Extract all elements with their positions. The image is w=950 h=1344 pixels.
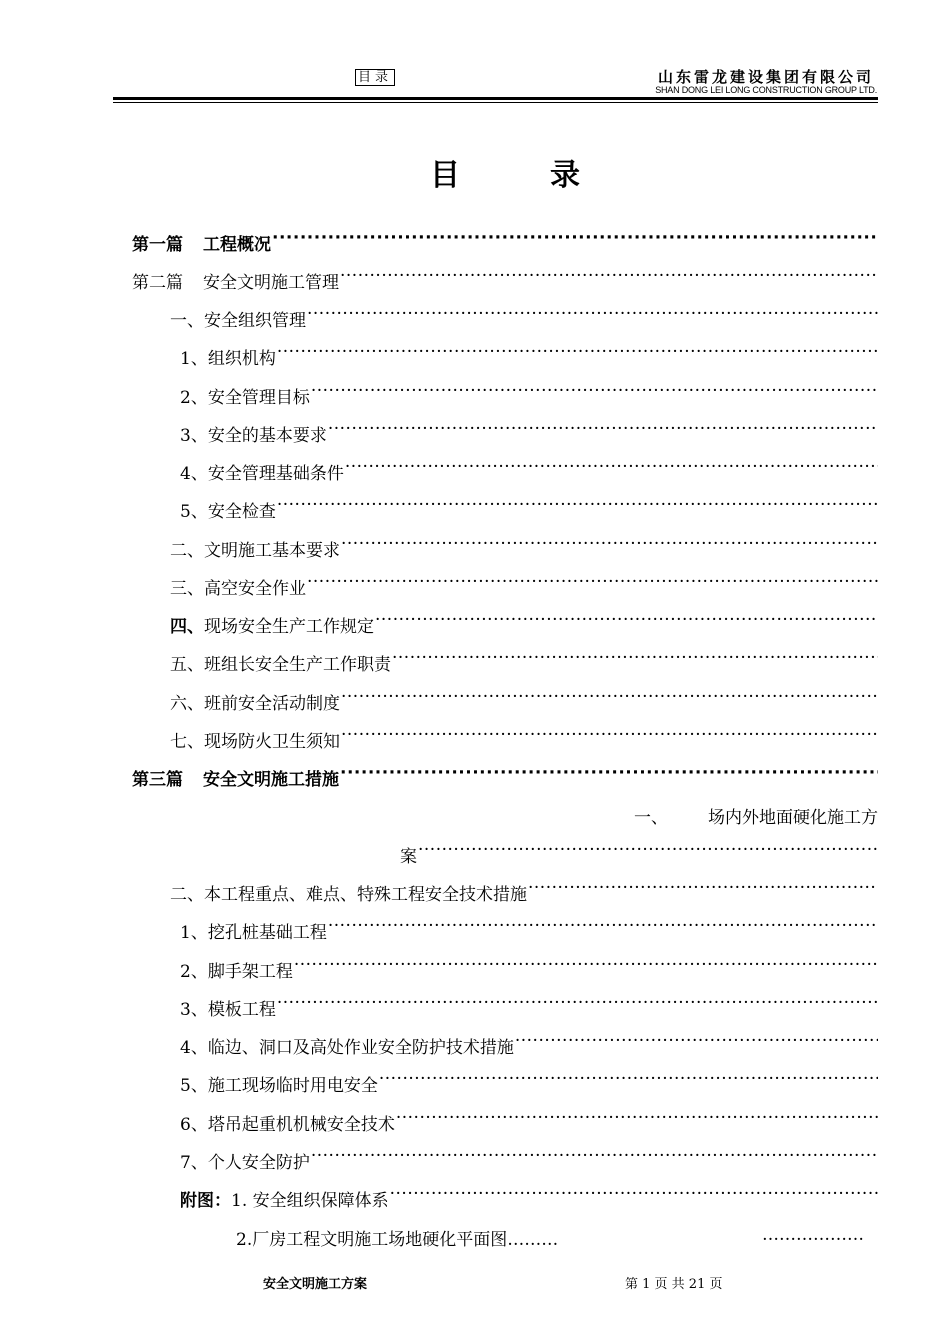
toc-part-3[interactable]: 第三篇 安全文明施工措施 ····· <box>132 765 878 790</box>
toc-part-1[interactable]: 第一篇 工程概况 ····· <box>132 230 878 255</box>
toc-item[interactable]: 5、安全检查 ····· <box>180 497 878 522</box>
toc-appendix-2[interactable]: 2.厂房工程文明施工场地硬化平面图……… <box>236 1230 559 1250</box>
toc-appendix-1[interactable]: 附图：1. 安全组织保障体系 ····· <box>180 1186 878 1211</box>
toc-item[interactable]: 一、安全组织管理 ····· <box>170 306 878 331</box>
header-company-en: SHAN DONG LEI LONG CONSTRUCTION GROUP LTD. <box>655 85 877 95</box>
toc-item[interactable]: 3、安全的基本要求 ····· <box>180 421 878 446</box>
toc-appendix-2-dots: ……………… <box>762 1225 864 1245</box>
footer-doc-title: 安全文明施工方案 <box>263 1277 368 1292</box>
toc-item[interactable]: 2、脚手架工程 ····· <box>180 957 878 982</box>
toc-item[interactable]: 三、高空安全作业 ····· <box>170 574 878 599</box>
toc-item-wrapped-tail[interactable]: 案 ····· <box>400 842 878 867</box>
footer-page-number: 第 1 页 共 21 页 <box>625 1277 723 1292</box>
page-title: 目 录 <box>430 158 580 193</box>
toc-item[interactable]: 四、现场安全生产工作规定 ····· <box>170 612 878 637</box>
toc-item[interactable]: 五、班组长安全生产工作职责 ····· <box>170 650 878 675</box>
toc-item[interactable]: 2、安全管理目标 ····· <box>180 383 878 408</box>
toc-item[interactable]: 4、临边、洞口及高处作业安全防护技术措施 ····· <box>180 1033 878 1058</box>
toc-item[interactable]: 5、施工现场临时用电安全 ····· <box>180 1071 878 1096</box>
toc-item[interactable]: 7、个人安全防护 ····· <box>180 1148 878 1173</box>
toc-item-wrapped-head[interactable]: 一、 场内外地面硬化施工方 <box>634 808 878 828</box>
toc-item[interactable]: 4、安全管理基础条件 ····· <box>180 459 878 484</box>
toc-item[interactable]: 七、现场防火卫生须知 ····· <box>170 727 878 752</box>
header-mulu: 目录 <box>355 66 395 85</box>
toc-part-2[interactable]: 第二篇 安全文明施工管理 ····· <box>132 268 878 293</box>
header-company: 山东雷龙建设集团有限公司 <box>657 68 874 86</box>
toc-item[interactable]: 6、塔吊起重机机械安全技术 ····· <box>180 1110 878 1135</box>
toc-item[interactable]: 六、班前安全活动制度 ····· <box>170 689 878 714</box>
toc-item[interactable]: 1、组织机构 ····· <box>180 344 878 369</box>
toc-item[interactable]: 二、文明施工基本要求 ····· <box>170 536 878 561</box>
toc-item[interactable]: 1、挖孔桩基础工程 ····· <box>180 918 878 943</box>
toc-item[interactable]: 3、模板工程 ····· <box>180 995 878 1020</box>
toc-item[interactable]: 二、本工程重点、难点、特殊工程安全技术措施 ····· <box>170 880 878 905</box>
